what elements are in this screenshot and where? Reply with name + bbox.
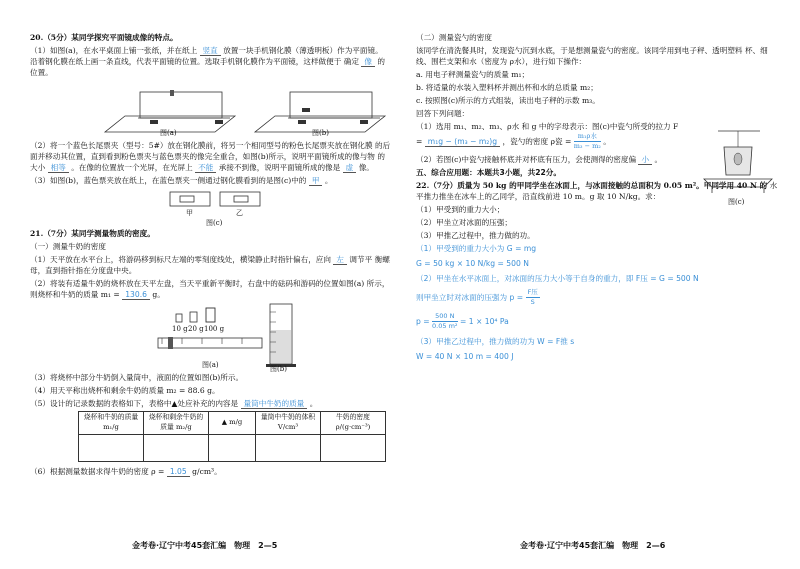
clip-image-figure bbox=[30, 188, 392, 218]
q20-p1d: 确定 bbox=[343, 57, 359, 66]
r-p0 bbox=[416, 45, 778, 67]
q20-p1e: 的位置。 bbox=[30, 57, 385, 77]
weight-label: 20 g bbox=[188, 325, 204, 333]
q20-p3b: 。 bbox=[324, 176, 333, 185]
table-header-cell: 烧杯和牛奶的质量 m₁/g bbox=[79, 412, 144, 435]
r-q2b: 。 bbox=[654, 154, 663, 164]
answer-blank: 虚 bbox=[343, 163, 357, 173]
q21-p1b: 调节平 bbox=[349, 255, 373, 264]
q20-p2c: 的大小 bbox=[30, 152, 385, 172]
r-p0b: 杯、细线、围栏支架和水（密度为 ρ水），进行如下操作： bbox=[416, 46, 768, 66]
q21-p4: （4）用天平称出烧杯和剩余牛奶的质量 m₂ = 88.6 g。 bbox=[30, 386, 220, 395]
answer-blank: m₁g − (m₃ − m₂)g bbox=[425, 137, 500, 147]
table-header-cell: 牛奶的密度 ρ/(g·cm⁻³) bbox=[321, 412, 386, 435]
right-footer: 金考卷·辽宁中考45套汇编 物理 2—6 bbox=[520, 541, 666, 550]
label-jia: 甲 bbox=[186, 209, 193, 217]
q22b: 水平推力推坐在冰车上的乙同学，沿直线前进 10 m。g 取 10 N/kg。求： bbox=[416, 180, 778, 201]
q20-p2 bbox=[30, 140, 392, 173]
answer-blank: 不能 bbox=[195, 163, 216, 173]
table-header-cell: 烧杯和剩余牛奶的质量 m₂/g bbox=[144, 412, 209, 435]
table-header-row bbox=[79, 412, 386, 435]
r-q1c: 。 bbox=[603, 136, 611, 146]
q20-p2d: 。在像的位置放一个光屏，在光屏上 bbox=[71, 163, 193, 172]
weight-label: 100 g bbox=[204, 325, 225, 333]
answer-blank: 小 bbox=[638, 155, 652, 165]
figure-caption: 图(c) bbox=[728, 198, 745, 206]
r-q1 bbox=[416, 121, 681, 152]
solution-line: （1）甲受到的重力大小为 G = mg bbox=[416, 243, 537, 253]
q21-p2b: 所示，则烧杯和牛奶的质量 m₁ = bbox=[30, 279, 390, 299]
r-q1a: （1）选用 m₁、m₂、m₃、ρ水 和 g 中的字母表示：图(c)中瓷勺所受的拉力 F = bbox=[416, 122, 679, 146]
q21-head: 21.（7分）某同学测量物质的密度。 bbox=[30, 229, 155, 238]
pressure-fraction bbox=[526, 288, 540, 308]
q20-p2b: 的后面并移动其位置，直到看到粉色票夹与蓝色票夹的像完全重合，如图(b)所示，说明平面镜所成的像与物 bbox=[30, 141, 391, 161]
q21-p2 bbox=[30, 278, 392, 300]
figure-caption: 图(b) bbox=[270, 365, 287, 373]
q20-figure-c bbox=[30, 188, 392, 228]
q22-c: （1）甲受到的重力大小； bbox=[416, 204, 505, 214]
fraction-denominator: 0.05 m² bbox=[432, 322, 458, 331]
r-step-a: a. 用电子秤测量瓷勺的质量 m₁； bbox=[416, 70, 530, 79]
answer-blank: 1.05 bbox=[167, 467, 190, 477]
solution-line bbox=[416, 312, 778, 332]
r-step-d: 回答下列问题： bbox=[416, 109, 470, 118]
r-sub2: （二）测量瓷勺的密度 bbox=[416, 33, 492, 42]
left-page bbox=[30, 32, 392, 479]
r-step-c: c. 按照图(c)所示的方式组装，读出电子秤的示数 m₃。 bbox=[416, 96, 600, 105]
answer-blank: 量筒中牛奶的质量 bbox=[241, 399, 308, 409]
weight-label: 10 g bbox=[172, 325, 188, 333]
q21-p2a: （2）将装有适量牛奶的烧杯放在天平左盘，当天平重新平衡时，右盘中的砝码和游码的位置如图(a) bbox=[30, 279, 365, 288]
q21-p1a: （1）天平放在水平台上，将游码移到标尺左端的零刻度线处，横梁静止时指针偏右，应向 bbox=[30, 255, 331, 264]
q22a: 22.（7分）质量为 50 kg 的甲同学坐在冰面上，与冰面接触的总面积为 0.05 m²。甲同学用 40 N 的 bbox=[416, 180, 768, 190]
fraction-denominator: S bbox=[530, 298, 535, 307]
left-footer: 金考卷·辽宁中考45套汇编 物理 2—5 bbox=[132, 541, 278, 550]
q20-figures-ab bbox=[30, 82, 392, 138]
q21-p5 bbox=[30, 398, 392, 409]
q21-p6a: （6）根据测量数据求得牛奶的密度 ρ = bbox=[30, 466, 165, 476]
q20-head: 20.（5分）某同学探究平面镜成像的特点。 bbox=[30, 33, 178, 42]
scale-cup-figure bbox=[698, 127, 778, 197]
solution-line bbox=[416, 288, 778, 308]
solution-s4a: 则甲坐立时对冰面的压强为 p = bbox=[416, 292, 524, 302]
record-table bbox=[78, 411, 386, 462]
mirror-setup-figures bbox=[30, 82, 392, 138]
q21-p5a: （5）设计的记录数据的表格如下，表格中▲处应补充的内容是 bbox=[30, 399, 239, 408]
table-header-cell: 量筒中牛奶的体积 V/cm³ bbox=[256, 412, 321, 435]
answer-blank: 像 bbox=[361, 57, 375, 67]
solution-line: （2）甲坐在水平冰面上，对冰面的压力大小等于自身的重力，即 F压 = G = 500 N bbox=[416, 273, 699, 283]
r-q2a: （2）若图(c)中瓷勺接触杯底并对杯底有压力，会使测得的密度偏 bbox=[416, 154, 637, 164]
density-fraction bbox=[574, 132, 601, 152]
q20-p2a: （2）将一个蓝色长尾票夹（型号：5#）放在钢化膜前，将另一个相同型号的粉色长尾票夹放在钢化膜 bbox=[30, 141, 373, 150]
label-yi: 乙 bbox=[236, 209, 243, 217]
q21-figures bbox=[30, 302, 392, 372]
figure-caption: 图(c) bbox=[206, 219, 223, 227]
table-row bbox=[79, 434, 386, 461]
fraction-numerator: 500 N bbox=[432, 312, 457, 322]
table-header-cell: ▲ m/g bbox=[209, 412, 256, 435]
q21-p3: （3）将烧杯中部分牛奶倒入量筒中，液面的位置如图(b)所示。 bbox=[30, 373, 244, 382]
q20-p2e: 承接不到像，说明平面镜所成的像是 bbox=[218, 163, 341, 172]
r-step-b: b. 将适量的水装入塑料杯并测出杯和水的总质量 m₂； bbox=[416, 83, 598, 92]
q20-p1c: 沿着钢化膜在纸上画一条直线，代表平面镜的位置。选取手机钢化膜作为平面镜，这样做便于 bbox=[30, 57, 342, 66]
q21-p1 bbox=[30, 254, 392, 276]
q22-d: （2）甲坐立对冰面的压强； bbox=[416, 217, 512, 227]
answer-blank: 左 bbox=[333, 255, 347, 265]
solution-line: G = 50 kg × 10 N/kg = 500 N bbox=[416, 258, 529, 268]
fraction-numerator: F压 bbox=[526, 288, 540, 298]
solution-line: （3）甲推乙过程中，推力做的功为 W = F推 s bbox=[416, 336, 575, 346]
answer-blank: 相等 bbox=[48, 163, 69, 173]
q21-p6b: g/cm³。 bbox=[192, 466, 222, 476]
section-five-heading: 五、综合应用题：本题共3小题，共22分。 bbox=[416, 167, 561, 177]
right-page bbox=[416, 32, 778, 366]
q21-p5b: 。 bbox=[309, 399, 318, 408]
q21-p1c: 衡螺母，直到指针指在分度盘中央。 bbox=[30, 255, 390, 275]
answer-blank: 竖直 bbox=[200, 46, 221, 56]
answer-blank: 130.6 bbox=[122, 290, 150, 300]
figure-caption: 图(a) bbox=[160, 129, 177, 137]
answer-blank: 甲 bbox=[309, 176, 323, 186]
density-denominator: m₃ − m₂ bbox=[573, 142, 601, 151]
pressure-value-fraction bbox=[432, 312, 457, 332]
r-q1b: ，瓷勺的密度 ρ瓷 = bbox=[502, 136, 572, 146]
q20-p1a: （1）如图(a)，在水平桌面上铺一张纸，并在纸上 bbox=[30, 46, 198, 55]
q20-p1b: 放置一块手机钢化膜（薄透明板）作为平面镜。 bbox=[223, 46, 383, 55]
q20-p2f: 像。 bbox=[358, 163, 374, 172]
solution-s5b: = 1 × 10⁴ Pa bbox=[459, 316, 509, 326]
q20-p3a: （3）如图(b)，蓝色票夹放在纸上，在蓝色票夹一侧通过钢化膜看到的是图(c)中的 bbox=[30, 176, 307, 185]
q20-p1 bbox=[30, 45, 392, 78]
q21-sub1: （一）测量牛奶的密度 bbox=[30, 242, 106, 251]
q20-p3 bbox=[30, 175, 392, 186]
q21-p2c: g。 bbox=[152, 290, 165, 299]
solution-line: W = 40 N × 10 m = 400 J bbox=[416, 351, 514, 361]
q21-p6 bbox=[30, 466, 392, 477]
figure-caption: 图(a) bbox=[202, 361, 219, 369]
r-p0a: 该同学在清洗餐具时，发现瓷勺沉到水底，于是想测量瓷勺的密度。该同学用到电子秤、透明塑料 bbox=[416, 46, 743, 55]
solution-s5a: p = bbox=[416, 316, 430, 326]
figure-caption: 图(b) bbox=[312, 129, 329, 137]
density-numerator: m₁ρ水 bbox=[574, 132, 601, 142]
q22-e: （3）甲推乙过程中，推力做的功。 bbox=[416, 230, 535, 240]
